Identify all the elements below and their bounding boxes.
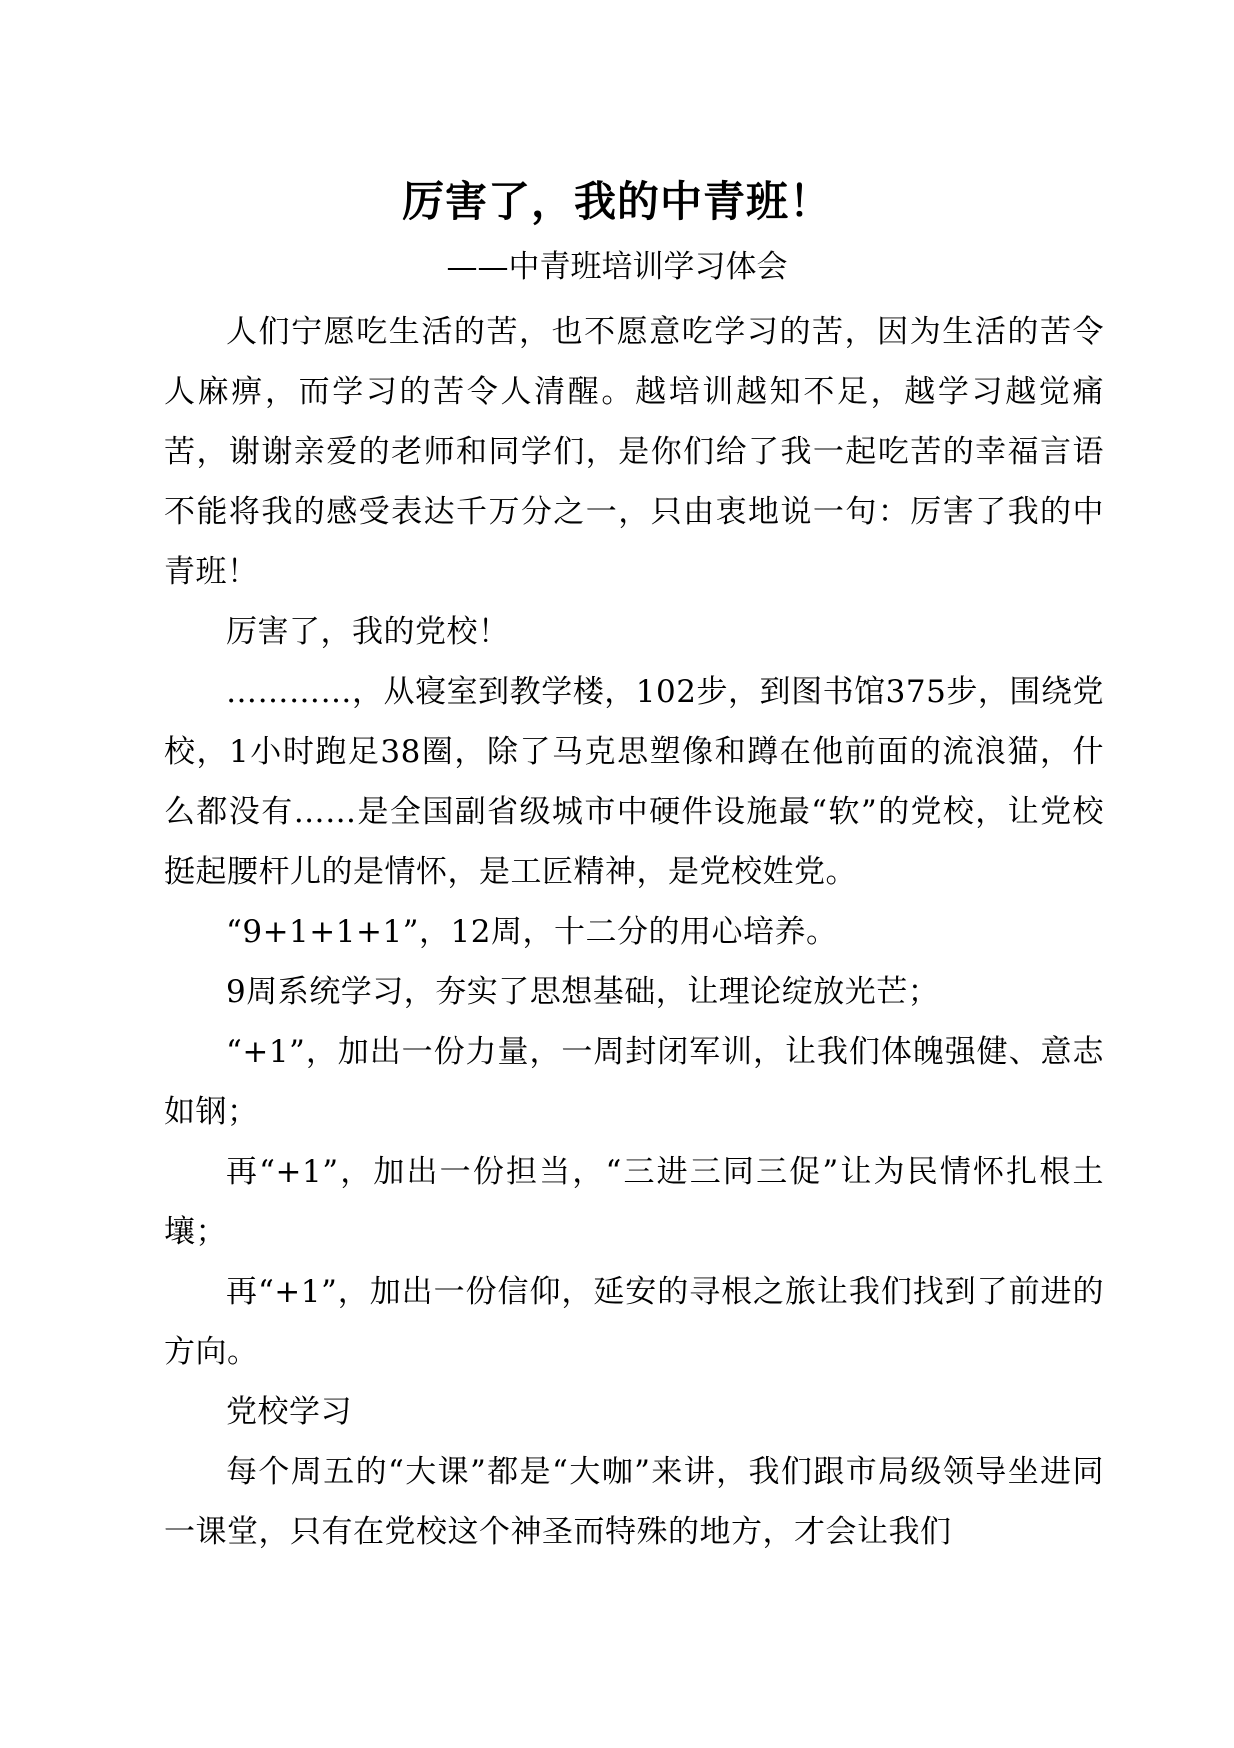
- document-subtitle: ——中青班培训学习体会: [446, 249, 788, 285]
- paragraph-responsibility: 再“+1”，加出一份担当，“三进三同三促”让为民情怀扎根土壤；: [164, 1154, 1104, 1250]
- paragraph-campus-distances: …………，从寝室到教学楼，102步，到图书馆375步，围绕党校，1小时跑足38圈，除了马克思塑像和蹲在他前面的流浪猫，什么都没有……是全国副省级城市中硬件设施最“软”的党校，让党校挺起腰杆儿的是情怀，是工匠精神，是党校姓党。: [164, 674, 1104, 890]
- paragraph-systematic-study: 9周系统学习，夯实了思想基础，让理论绽放光芒；: [226, 974, 940, 1010]
- paragraph-program-formula: “9+1+1+1”，12周，十二分的用心培养。: [226, 914, 838, 950]
- paragraph-intro: 人们宁愿吃生活的苦，也不愿意吃学习的苦，因为生活的苦令人麻痹，而学习的苦令人清醒。越培训越知不足，越学习越觉痛苦，谢谢亲爱的老师和同学们，是你们给了我一起吃苦的幸福言语不能将我的感受表达千万分之一，只由衷地说一句：厉害了我的中青班！: [164, 314, 1104, 590]
- paragraph-party-school-heading: 厉害了，我的党校！: [226, 614, 510, 650]
- document-body: [164, 302, 1104, 1562]
- paragraph-friday-lectures: 每个周五的“大课”都是“大咖”来讲，我们跟市局级领导坐进同一课堂，只有在党校这个神圣而特殊的地方，才会让我们: [164, 1454, 1104, 1550]
- paragraph-military-training: “+1”，加出一份力量，一周封闭军训，让我们体魄强健、意志如钢；: [164, 1034, 1104, 1130]
- paragraph-study-heading: 党校学习: [226, 1394, 352, 1430]
- document-title: 厉害了，我的中青班！: [401, 177, 832, 226]
- paragraph-faith: 再“+1”，加出一份信仰，延安的寻根之旅让我们找到了前进的方向。: [164, 1274, 1104, 1370]
